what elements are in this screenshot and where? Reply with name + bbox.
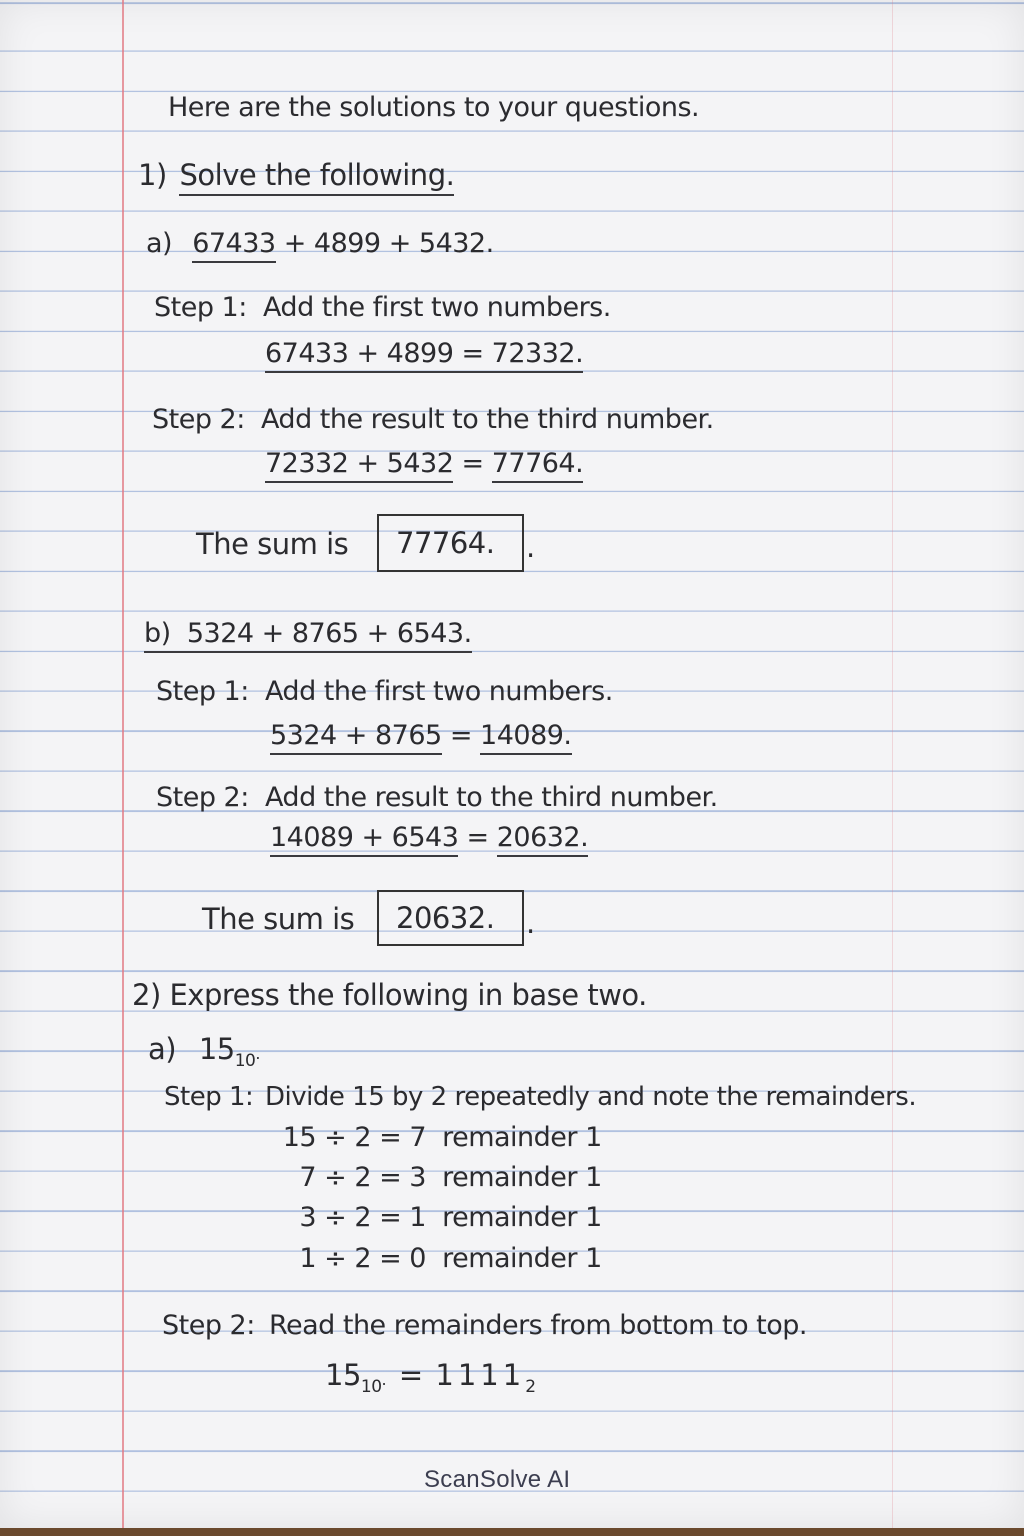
q2a-problem: [148, 1032, 260, 1071]
q2a-step2-label: Step 2:: [162, 1310, 255, 1341]
q1b-step2-label: Step 2:: [156, 782, 249, 813]
q1b-step1-rhs: 14089.: [480, 720, 571, 755]
q1a-label: a): [146, 228, 173, 259]
q1b-step1-eq: =: [449, 720, 472, 751]
q1a-expression-rest: + 4899 + 5432.: [283, 228, 494, 259]
division-row: [268, 1202, 602, 1233]
q1b-sum-label: The sum is: [202, 902, 355, 936]
q1b-step2-lhs: 14089 + 6543: [270, 822, 458, 857]
q1b-step1-lhs: 5324 + 8765: [270, 720, 442, 755]
q1b-step2-equation: [270, 822, 588, 853]
division-remainder: remainder 1: [442, 1122, 602, 1153]
q1a-step2-lhs: 72332 + 5432: [265, 448, 453, 483]
q2a-result-base: 10: [360, 1377, 382, 1397]
q1-number: 1): [138, 158, 167, 192]
q1a-sum-dot: .: [526, 530, 535, 564]
q1a-step2: [152, 404, 714, 435]
q1a-step2-eq: =: [461, 448, 484, 479]
q2a-base: 10: [234, 1051, 256, 1071]
q2-heading: 2) Express the following in base two.: [132, 978, 647, 1012]
q1b-step1-equation: [270, 720, 572, 751]
division-remainder: remainder 1: [442, 1243, 602, 1274]
q1b-step1: [156, 676, 613, 707]
q2a-result-binary-base: 2: [525, 1377, 536, 1397]
q2a-result-dot: .: [381, 1370, 387, 1389]
q1b-sum-value: 20632.: [396, 901, 495, 935]
q1b-step2-eq: =: [466, 822, 489, 853]
q1b-step2-text: Add the result to the third number.: [264, 782, 718, 813]
q1a-step1-eq: 67433 + 4899 = 72332.: [265, 338, 583, 373]
q1a-first-number: 67433: [192, 228, 275, 263]
q1a-step1-equation: [265, 338, 583, 369]
q2a-step2-text: Read the remainders from bottom to top.: [268, 1310, 807, 1341]
q1a-step1: [154, 292, 611, 323]
q1-heading: [138, 158, 454, 192]
q1b-expression: 5324 + 8765 + 6543.: [186, 618, 472, 649]
q1a-step2-equation: [265, 448, 583, 479]
division-lhs: 15 ÷ 2 = 7: [282, 1122, 426, 1153]
q1b-step2-rhs: 20632.: [497, 822, 588, 857]
footer-brand: ScanSolve AI: [424, 1466, 571, 1493]
division-row: [268, 1243, 602, 1274]
q1b-step2: [156, 782, 718, 813]
q1b-step1-text: Add the first two numbers.: [264, 676, 613, 707]
intro-text: Here are the solutions to your questions.: [168, 92, 700, 123]
q1b-problem: [144, 618, 472, 649]
q1a-step2-rhs: 77764.: [492, 448, 583, 483]
q1a-sum-label: The sum is: [196, 527, 349, 561]
q1a-step1-label: Step 1:: [154, 292, 247, 323]
q2a-result-binary: 1111: [435, 1358, 526, 1392]
q2a-number: 15: [198, 1032, 235, 1066]
q2a-result: [325, 1358, 536, 1397]
division-remainder: remainder 1: [442, 1202, 602, 1233]
q2a-step1: [164, 1082, 916, 1112]
q2a-step2: [162, 1310, 807, 1341]
division-row: [268, 1162, 602, 1193]
q2a-step1-text: Divide 15 by 2 repeatedly and note the remainders.: [265, 1082, 917, 1112]
division-row: [268, 1122, 602, 1153]
q2a-label: a): [148, 1032, 177, 1066]
division-remainder: remainder 1: [442, 1162, 602, 1193]
q1a-sum-value: 77764.: [396, 526, 495, 560]
q2a-result-eq: =: [398, 1358, 423, 1392]
division-lhs: 7 ÷ 2 = 3: [299, 1162, 426, 1193]
margin-line: [122, 0, 124, 1528]
q1-title: Solve the following.: [179, 158, 454, 196]
q1b-step1-label: Step 1:: [156, 676, 249, 707]
q2a-result-number: 15: [325, 1358, 361, 1392]
division-lhs: 1 ÷ 2 = 0: [299, 1243, 426, 1274]
q1b-line: [144, 618, 472, 653]
q2a-step1-label: Step 1:: [164, 1082, 254, 1112]
q2a-dot: .: [255, 1044, 260, 1063]
q1a-problem: [146, 228, 494, 259]
q1b-sum-dot: .: [526, 906, 535, 940]
margin-line-right: [892, 0, 893, 1528]
division-lhs: 3 ÷ 2 = 1: [299, 1202, 426, 1233]
q1a-step1-text: Add the first two numbers.: [262, 292, 611, 323]
q1a-step2-text: Add the result to the third number.: [260, 404, 714, 435]
q1a-step2-label: Step 2:: [152, 404, 245, 435]
q1b-label: b): [144, 618, 171, 649]
